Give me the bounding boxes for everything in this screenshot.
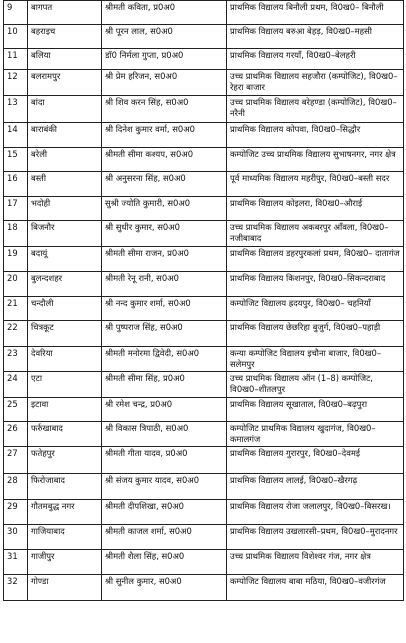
teacher-name-cell: श्रीमती शैला सिंह, स0अ0 — [102, 550, 227, 575]
school-cell: उच्च प्राथमिक विद्यालय सहजौरा (कम्पोजिट), वि0ख0–रेहरा बाजार — [227, 70, 404, 96]
district-cell: बलरामपुर — [28, 70, 102, 96]
teacher-name-cell: श्री शिव करन सिंह, स0अ0 — [102, 96, 227, 123]
teacher-name-cell: श्री पुष्पराज सिंह, स0अ0 — [102, 321, 227, 347]
table-row — [4, 70, 404, 96]
table-row — [4, 221, 404, 247]
serial-number-cell: 27 — [4, 447, 28, 474]
district-cell: बदायूं — [28, 247, 102, 272]
serial-number-cell: 25 — [4, 398, 28, 422]
teacher-name-cell: श्री संजय कुमार यादव, स0अ0 — [102, 474, 227, 500]
school-cell: प्राथमिक विद्यालय बिनौली प्रथम, वि0ख0– बिनौली — [227, 1, 404, 25]
district-cell: फर्रुखाबाद — [28, 422, 102, 447]
serial-number-cell: 16 — [4, 172, 28, 197]
teacher-name-cell: श्री सुनील कुमार, स0अ0 — [102, 575, 227, 601]
awardee-table — [3, 0, 404, 601]
table-row — [4, 96, 404, 123]
teacher-name-cell: श्री पूरन लाल, स0अ0 — [102, 25, 227, 49]
teacher-name-cell: श्रीमती रेनू रानी, स0अ0 — [102, 272, 227, 297]
school-cell: पूर्व माध्यमिक विद्यालय महरीपुर, वि0ख0–बस्ती सदर — [227, 172, 404, 197]
district-cell: फतेहपुर — [28, 447, 102, 474]
school-cell: कम्पोजिट उच्च प्राथमिक विद्यालय सुभाषनगर, नगर क्षेत्र — [227, 148, 404, 172]
district-cell: बाराबंकी — [28, 123, 102, 148]
teacher-name-cell: डॉ0 निर्मला गुप्ता, प्र0अ0 — [102, 49, 227, 70]
school-cell: प्राथमिक विद्यालय बरुआ बेहड़, वि0ख0–महसी — [227, 25, 404, 49]
teacher-name-cell: श्री नन्द कुमार शर्मा, स0अ0 — [102, 297, 227, 321]
serial-number-cell: 22 — [4, 321, 28, 347]
teacher-name-cell: श्री सुधीर कुमार, स0अ0 — [102, 221, 227, 247]
district-cell: बिजनौर — [28, 221, 102, 247]
document-page — [3, 0, 403, 601]
school-cell: उच्च प्राथमिक विद्यालय अकबरपुर आँवला, वि0ख0–नजीबाबाद — [227, 221, 404, 247]
school-cell: कम्पोजिट विद्यालय ह्रदयपुर, वि0ख0– चहनियाँ — [227, 297, 404, 321]
district-cell: गाजीपुर — [28, 550, 102, 575]
school-cell: प्राथमिक विद्यालय गुरारपुर, वि0ख0–देवमई — [227, 447, 404, 474]
teacher-name-cell: श्री प्रेम हरिजन, स0अ0 — [102, 70, 227, 96]
serial-number-cell: 14 — [4, 123, 28, 148]
teacher-name-cell: श्रीमती कविता, प्र0अ0 — [102, 1, 227, 25]
teacher-name-cell: श्रीमती मनोरमा द्विवेदी, स0अ0 — [102, 347, 227, 372]
district-cell: भदोही — [28, 197, 102, 221]
serial-number-cell: 11 — [4, 49, 28, 70]
district-cell: चन्दौली — [28, 297, 102, 321]
district-cell: बस्ती — [28, 172, 102, 197]
district-cell: बांदा — [28, 96, 102, 123]
school-cell: कन्या कम्पोजिट विद्यालय इचौना बाजार, वि0ख0–सलेमपुर — [227, 347, 404, 372]
school-cell: प्राथमिक विद्यालय गरयाँ, वि0ख0–बेलहरी — [227, 49, 404, 70]
teacher-name-cell: श्री रमेश चन्द्र, प्र0अ0 — [102, 398, 227, 422]
school-cell: प्राथमिक विद्यालय छेछरिहा बुजुर्ग, वि0ख0–पहाड़ी — [227, 321, 404, 347]
table-body — [4, 1, 404, 601]
serial-number-cell: 24 — [4, 372, 28, 398]
teacher-name-cell: श्रीमती काजल शर्मा, स0अ0 — [102, 525, 227, 550]
teacher-name-cell: श्रीमती गीता यादव, प्र0अ0 — [102, 447, 227, 474]
school-cell: कम्पोजिट विद्यालय बाबा मठिया, वि0ख0–वजीरगंज — [227, 575, 404, 601]
district-cell: गोण्डा — [28, 575, 102, 601]
district-cell: बलिया — [28, 49, 102, 70]
school-cell: प्राथमिक विद्यालय कोइलरा, वि0ख0–औराई — [227, 197, 404, 221]
teacher-name-cell: श्रीमती दीपशिखा, स0अ0 — [102, 500, 227, 525]
school-cell: उच्च प्राथमिक विद्यालय बरेहण्डा (कम्पोजिट), वि0ख0–नरैनी — [227, 96, 404, 123]
district-cell: बहराइच — [28, 25, 102, 49]
serial-number-cell: 26 — [4, 422, 28, 447]
teacher-name-cell: सुश्री ज्योति कुमारी, स0अ0 — [102, 197, 227, 221]
table-row — [4, 422, 404, 447]
teacher-name-cell: श्री दिनेश कुमार वर्मा, स0अ0 — [102, 123, 227, 148]
serial-number-cell: 23 — [4, 347, 28, 372]
serial-number-cell: 17 — [4, 197, 28, 221]
teacher-name-cell: श्रीमती सीमा कश्यप, स0अ0 — [102, 148, 227, 172]
teacher-name-cell: श्री विकास त्रिपाठी, स0अ0 — [102, 422, 227, 447]
table-row — [4, 1, 404, 25]
serial-number-cell: 29 — [4, 500, 28, 525]
serial-number-cell: 21 — [4, 297, 28, 321]
district-cell: गौतमबुद्ध नगर — [28, 500, 102, 525]
table-row — [4, 172, 404, 197]
district-cell: चित्रकूट — [28, 321, 102, 347]
table-row — [4, 197, 404, 221]
school-cell: प्राथमिक विद्यालय लालई, वि0ख0–खैरगढ़ — [227, 474, 404, 500]
table-row — [4, 372, 404, 398]
table-row — [4, 447, 404, 474]
table-row — [4, 297, 404, 321]
serial-number-cell: 20 — [4, 272, 28, 297]
district-cell: गाजियाबाद — [28, 525, 102, 550]
table-row — [4, 347, 404, 372]
table-row — [4, 272, 404, 297]
serial-number-cell: 32 — [4, 575, 28, 601]
serial-number-cell: 10 — [4, 25, 28, 49]
serial-number-cell: 31 — [4, 550, 28, 575]
district-cell: इटावा — [28, 398, 102, 422]
serial-number-cell: 18 — [4, 221, 28, 247]
district-cell: देवरिया — [28, 347, 102, 372]
table-row — [4, 321, 404, 347]
table-row — [4, 474, 404, 500]
table-row — [4, 148, 404, 172]
district-cell: फिरोजाबाद — [28, 474, 102, 500]
table-row — [4, 247, 404, 272]
school-cell: प्राथमिक विद्यालय रोजा जलालपुर, वि0ख0–बिसरख। — [227, 500, 404, 525]
table-row — [4, 398, 404, 422]
serial-number-cell: 9 — [4, 1, 28, 25]
serial-number-cell: 15 — [4, 148, 28, 172]
school-cell: प्राथमिक विद्यालय उखलारसी–प्रथम, वि0ख0–मुरादनगर — [227, 525, 404, 550]
school-cell: प्राथमिक विद्यालय डहरपुरकलां प्रथम, वि0ख0– दातागंज — [227, 247, 404, 272]
teacher-name-cell: श्रीमती सीमा सिंह, प्र0अ0 — [102, 372, 227, 398]
serial-number-cell: 12 — [4, 70, 28, 96]
teacher-name-cell: श्रीमती सीमा राजन, प्र0अ0 — [102, 247, 227, 272]
table-row — [4, 525, 404, 550]
district-cell: बरेली — [28, 148, 102, 172]
school-cell: उच्च प्राथमिक विद्यालय ऑन (1–8) कम्पोजिट, वि0ख0–शीतलपुर — [227, 372, 404, 398]
serial-number-cell: 28 — [4, 474, 28, 500]
table-row — [4, 500, 404, 525]
district-cell: बुलन्दशहर — [28, 272, 102, 297]
school-cell: कम्पोजिट प्राथमिक विद्यालय खुदागंज, वि0ख0–कमालगंज — [227, 422, 404, 447]
table-row — [4, 550, 404, 575]
teacher-name-cell: श्री अनुसरना सिंह, स0अ0 — [102, 172, 227, 197]
district-cell: बागपत — [28, 1, 102, 25]
school-cell: प्राथमिक विद्यालय सूखाताल, वि0ख0–बढ़पुरा — [227, 398, 404, 422]
table-row — [4, 123, 404, 148]
table-row — [4, 575, 404, 601]
serial-number-cell: 19 — [4, 247, 28, 272]
district-cell: एटा — [28, 372, 102, 398]
school-cell: उच्च प्राथमिक विद्यालय विशेश्वर गंज, नगर क्षेत्र — [227, 550, 404, 575]
serial-number-cell: 13 — [4, 96, 28, 123]
table-row — [4, 49, 404, 70]
table-row — [4, 25, 404, 49]
school-cell: प्राथमिक विद्यालय किशनपुर, वि0ख0–सिकन्दराबाद — [227, 272, 404, 297]
serial-number-cell: 30 — [4, 525, 28, 550]
school-cell: प्राथमिक विद्यालय कोपवा, वि0ख0–सिद्धौर — [227, 123, 404, 148]
